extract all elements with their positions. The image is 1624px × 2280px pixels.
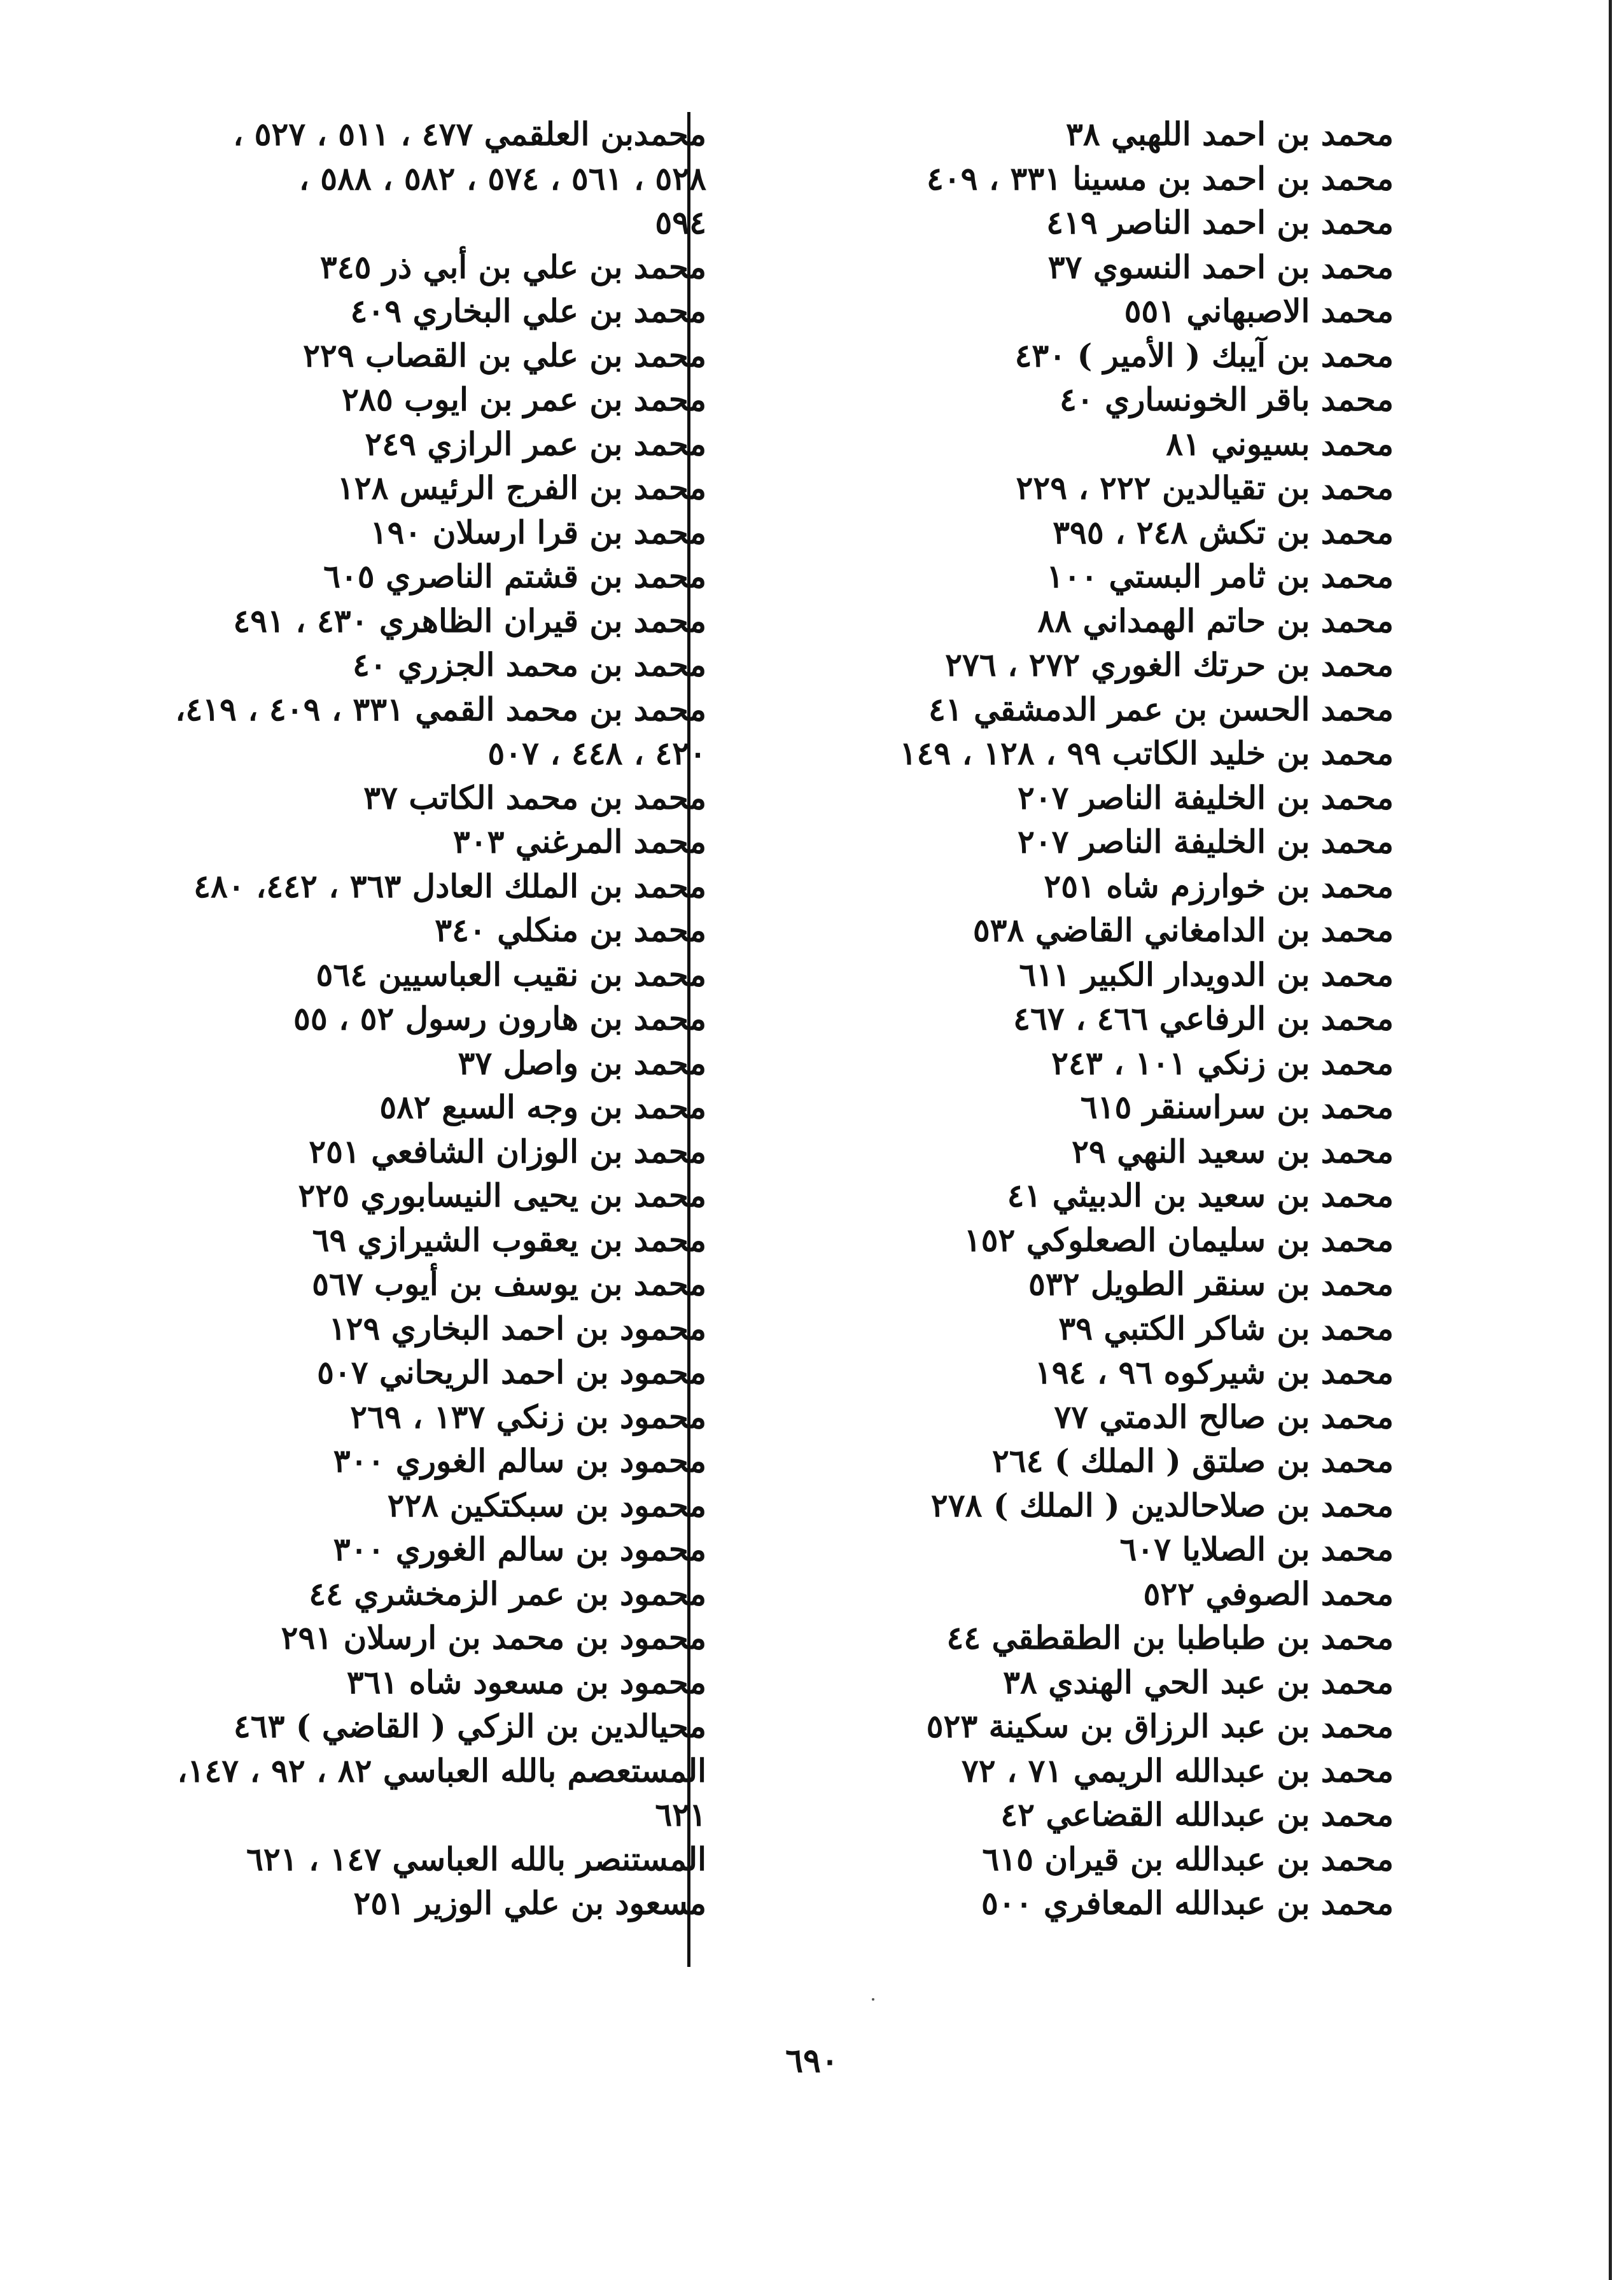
index-entry: محمد بن عمر بن ايوب ٢٨٥ xyxy=(342,381,706,418)
index-entry: محمد الحسن بن عمر الدمشقي ٤١ xyxy=(928,690,1394,728)
index-entry: ٥٩٤ xyxy=(655,204,706,241)
index-entry: محمد بن منكلي ٣٤٠ xyxy=(435,911,706,949)
index-entry: محمد بن شاكر الكتبي ٣٩ xyxy=(1058,1309,1394,1347)
index-entry: المستعصم بالله العباسي ٨٢ ، ٩٢ ، ١٤٧، xyxy=(177,1751,706,1789)
index-entry: محمد بن سعيد النهي ٢٩ xyxy=(1072,1132,1394,1170)
index-entry: محمد بن الرفاعي ٤٦٦ ، ٤٦٧ xyxy=(1013,1000,1394,1037)
index-entry: محمد بن قيران الظاهري ٤٣٠ ، ٤٩١ xyxy=(233,601,706,640)
index-entry: محمد بن محمد الكاتب ٣٧ xyxy=(363,778,706,816)
index-entry: محمد بن عبد الرزاق بن سكينة ٥٢٣ xyxy=(926,1707,1394,1745)
index-entry: محمود بن سبكتكين ٢٢٨ xyxy=(387,1486,706,1524)
scan-edge-line xyxy=(1609,0,1612,2280)
index-entry: محمد بن عبدالله الريمي ٧١ ، ٧٢ xyxy=(961,1751,1394,1789)
index-column-left xyxy=(13,112,706,1926)
index-entry: محمد بن شيركوه ٩٦ ، ١٩٤ xyxy=(1034,1353,1394,1391)
index-entry: محمد بن آيبك ( الأمير ) ٤٣٠ xyxy=(1014,336,1394,374)
index-entry: محمد بن الدامغاني القاضي ٥٣٨ xyxy=(972,911,1394,949)
index-entry: محمد بن يحيى النيسابوري ٢٢٥ xyxy=(298,1177,706,1214)
index-entry: محمد بن طباطبا بن الطقطقي ٤٤ xyxy=(946,1619,1394,1656)
index-entry: محمد الصوفي ٥٢٢ xyxy=(1143,1574,1394,1612)
index-entry: محمد بن الوزان الشافعي ٢٥١ xyxy=(309,1132,706,1170)
index-entry: محمد بن عبد الحي الهندي ٣٨ xyxy=(1003,1663,1394,1701)
index-entry: محمد بن صالح الدمتي ٧٧ xyxy=(1054,1397,1394,1436)
scan-speck xyxy=(872,1998,874,2001)
index-entry: محمد بن عبدالله القضاعي ٤٢ xyxy=(1000,1796,1394,1833)
index-entry: محمد بن واصل ٣٧ xyxy=(458,1044,706,1082)
index-entry: محمد بن علي بن أبي ذر ٣٤٥ xyxy=(319,248,706,286)
index-entry: المستنصر بالله العباسي ١٤٧ ، ٦٢١ xyxy=(246,1840,706,1878)
page-number: ٦٩٠ xyxy=(785,2041,839,2080)
index-entry: محمد بن سراسنقر ٦١٥ xyxy=(1080,1088,1394,1126)
index-entry: محمد بن الصلايا ٦٠٧ xyxy=(1119,1530,1394,1568)
index-entry: محمد باقر الخونساري ٤٠ xyxy=(1059,381,1394,418)
index-entry: محمود بن زنكي ١٣٧ ، ٢٦٩ xyxy=(350,1397,706,1436)
index-entry: محمد بن الخليفة الناصر ٢٠٧ xyxy=(1017,778,1394,816)
index-entry: محمد بن علي البخاري ٤٠٩ xyxy=(350,292,706,330)
index-entry: محمد بن هارون رسول ٥٢ ، ٥٥ xyxy=(293,1000,706,1037)
index-entry: محمد بن زنكي ١٠١ ، ٢٤٣ xyxy=(1051,1044,1394,1082)
index-entry: محمد بن عمر الرازي ٢٤٩ xyxy=(365,424,706,463)
index-entry: محمود بن سالم الغوري ٣٠٠ xyxy=(333,1530,706,1568)
index-column-right xyxy=(732,112,1394,1926)
index-entry: محمد بن يعقوب الشيرازي ٦٩ xyxy=(312,1220,706,1259)
index-entry: محمود بن سالم الغوري ٣٠٠ xyxy=(333,1442,706,1479)
index-entry: محمد بن احمد بن مسينا ٣٣١ ، ٤٠٩ xyxy=(926,159,1394,197)
index-entry: محمد المرغني ٣٠٣ xyxy=(452,823,706,860)
index-entry: محمد بن سليمان الصعلوكي ١٥٢ xyxy=(963,1220,1394,1259)
index-entry: محمد بن صلاحالدين ( الملك ) ٢٧٨ xyxy=(930,1486,1394,1524)
index-entry: محيالدين بن الزكي ( القاضي ) ٤٦٣ xyxy=(233,1707,706,1745)
index-entry: محمد بن عبدالله المعافري ٥٠٠ xyxy=(981,1884,1394,1922)
index-entry: محمد بن احمد الناصر ٤١٩ xyxy=(1046,204,1394,241)
index-entry: ٥٢٨ ، ٥٦١ ، ٥٧٤ ، ٥٨٢ ، ٥٨٨ ، xyxy=(298,159,706,197)
index-entry: ٦٢١ xyxy=(655,1796,706,1833)
index-entry: محمد بن خوارزم شاه ٢٥١ xyxy=(1044,867,1394,905)
index-entry: محمود بن مسعود شاه ٣٦١ xyxy=(346,1663,706,1701)
index-entry: محمد بن عبدالله بن قيران ٦١٥ xyxy=(982,1840,1394,1878)
index-entry: محمد بن حاتم الهمداني ٨٨ xyxy=(1037,601,1394,640)
index-entry: مسعود بن علي الوزير ٢٥١ xyxy=(353,1884,706,1922)
index-entry: محمود بن عمر الزمخشري ٤٤ xyxy=(309,1574,706,1612)
index-entry: محمدبن العلقمي ٤٧٧ ، ٥١١ ، ٥٢٧ ، xyxy=(233,115,706,153)
index-entry: محمد بسيوني ٨١ xyxy=(1166,424,1394,463)
index-entry: محمد بن نقيب العباسيين ٥٦٤ xyxy=(316,955,706,993)
index-entry: محمد بن صلتق ( الملك ) ٢٦٤ xyxy=(991,1442,1394,1479)
index-entry: محمد بن ثامر البستي ١٠٠ xyxy=(1046,557,1394,595)
index-entry: محمود بن محمد بن ارسلان ٢٩١ xyxy=(281,1619,706,1656)
index-entry: محمد بن يوسف بن أيوب ٥٦٧ xyxy=(312,1265,706,1303)
index-entry: محمد بن سنقر الطويل ٥٣٢ xyxy=(1028,1265,1394,1303)
index-entry: محمد بن علي بن القصاب ٢٢٩ xyxy=(303,336,706,374)
index-entry: محمد بن الفرج الرئيس ١٢٨ xyxy=(337,469,706,507)
index-entry: محمد بن الخليفة الناصر ٢٠٧ xyxy=(1017,823,1394,860)
index-entry: محمد بن قشتم الناصري ٦٠٥ xyxy=(323,557,706,595)
index-entry: محمد بن سعيد بن الدبيثي ٤١ xyxy=(1007,1177,1394,1214)
index-entry: محمد بن محمد الجزري ٤٠ xyxy=(352,646,706,683)
index-entry: محمد بن وجه السبع ٥٨٢ xyxy=(379,1088,706,1126)
index-entry: محمد بن الملك العادل ٣٦٣ ، ٤٤٢، ٤٨٠ xyxy=(193,867,706,905)
index-entry: محمد بن خليد الكاتب ٩٩ ، ١٢٨ ، ١٤٩ xyxy=(899,734,1394,772)
index-entry: محمد بن احمد اللهبي ٣٨ xyxy=(1066,115,1394,153)
index-entry: محمد بن الدويدار الكبير ٦١١ xyxy=(1019,955,1394,993)
index-entry: ٤٢٠ ، ٤٤٨ ، ٥٠٧ xyxy=(487,734,706,772)
index-entry: محمد بن تقيالدين ٢٢٢ ، ٢٢٩ xyxy=(1016,469,1394,507)
index-entry: محمد بن محمد القمي ٣٣١ ، ٤٠٩ ، ٤١٩، xyxy=(175,690,706,728)
index-entry: محمد بن قرا ارسلان ١٩٠ xyxy=(370,513,706,551)
index-entry: محمد بن احمد النسوي ٣٧ xyxy=(1047,248,1394,286)
index-entry: محمود بن احمد البخاري ١٢٩ xyxy=(328,1309,706,1347)
index-entry: محمد بن تكش ٢٤٨ ، ٣٩٥ xyxy=(1053,513,1394,551)
index-entry: محمود بن احمد الريحاني ٥٠٧ xyxy=(317,1353,706,1391)
index-entry: محمد بن حرتك الغوري ٢٧٢ ، ٢٧٦ xyxy=(945,646,1394,683)
index-entry: محمد الاصبهاني ٥٥١ xyxy=(1124,292,1394,330)
